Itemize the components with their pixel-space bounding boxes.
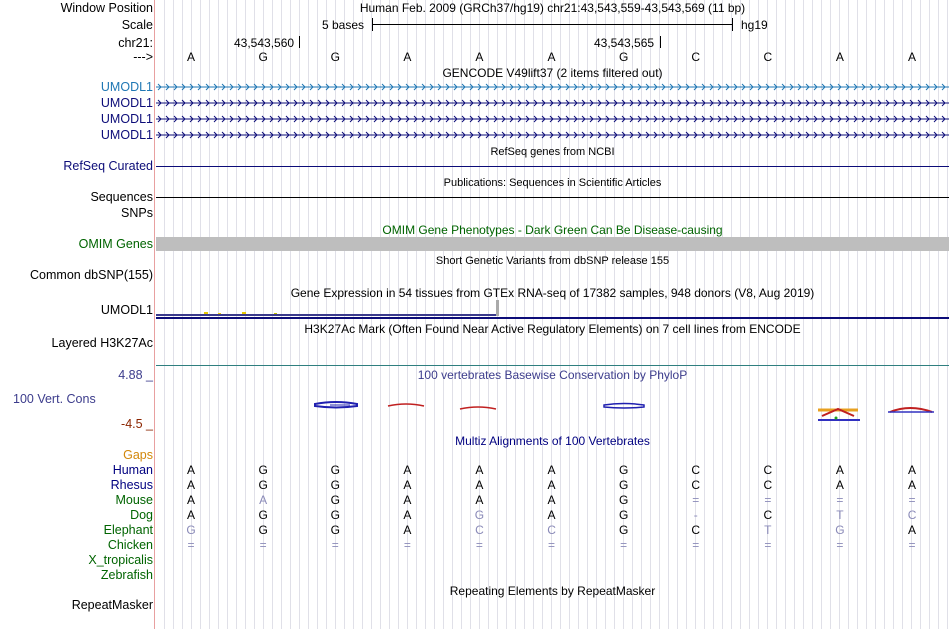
alignment-base: G	[835, 523, 845, 537]
gaps-label[interactable]: Gaps	[123, 448, 153, 462]
alignment-base: G	[618, 523, 629, 537]
alignment-base: =	[259, 538, 267, 552]
gencode-gene-label[interactable]: UMODL1	[100, 112, 153, 126]
alignment-base: A	[187, 508, 196, 522]
phylop-mark-a	[818, 409, 860, 420]
alignment-base: A	[908, 478, 917, 492]
repeatmasker-title: Repeating Elements by RepeatMasker	[449, 584, 656, 598]
phylop-label[interactable]: 100 Vert. Cons	[13, 392, 96, 406]
alignment-base: A	[908, 463, 917, 477]
base-letter: C	[691, 50, 701, 64]
repeatmasker-label[interactable]: RepeatMasker	[71, 598, 153, 612]
gencode-gene-label[interactable]: UMODL1	[100, 128, 153, 142]
alignment-base: C	[691, 463, 701, 477]
alignment-base: A	[403, 493, 412, 507]
phylop-title: 100 vertebrates Basewise Conservation by PhyloP	[417, 368, 688, 382]
alignment-base: A	[187, 478, 196, 492]
base-letter: G	[618, 50, 629, 64]
alignment-base: A	[403, 478, 412, 492]
position-label-left: 43,543,560	[234, 36, 295, 50]
phylop-mark-a	[888, 408, 934, 412]
phylop-mark-g	[315, 402, 357, 408]
snps-label[interactable]: SNPs	[121, 206, 153, 220]
alignment-base: G	[258, 523, 268, 537]
alignment-base: C	[547, 523, 556, 537]
alignment-base: =	[475, 538, 483, 552]
alignment-base: A	[475, 478, 484, 492]
alignment-base: =	[836, 538, 844, 552]
window-position-label: Window Position	[60, 1, 153, 15]
base-letter: A	[547, 50, 556, 64]
chrom-label: chr21:	[118, 36, 153, 50]
species-label[interactable]: Human	[112, 463, 153, 477]
publications-title: Publications: Sequences in Scientific Articles	[443, 177, 662, 189]
alignment-base: T	[764, 523, 772, 537]
alignment-base: A	[547, 478, 556, 492]
species-label[interactable]: Zebrafish	[100, 568, 153, 582]
alignment-base: G	[618, 493, 629, 507]
gencode-title: GENCODE V49lift37 (2 items filtered out)	[442, 66, 663, 80]
dbsnp-title: Short Genetic Variants from dbSNP release 155	[435, 255, 670, 267]
base-letter: A	[403, 50, 412, 64]
phylop-mark-a	[460, 407, 496, 409]
alignment-base: G	[618, 478, 629, 492]
alignment-base: A	[403, 508, 412, 522]
gtex-label[interactable]: UMODL1	[100, 303, 153, 317]
species-label[interactable]: Dog	[130, 508, 153, 522]
alignment-base: =	[331, 538, 339, 552]
alignment-base: =	[692, 493, 700, 507]
alignment-base: =	[403, 538, 411, 552]
alignment-base: A	[403, 523, 412, 537]
species-label[interactable]: Mouse	[115, 493, 153, 507]
alignment-base: T	[836, 508, 844, 522]
species-label[interactable]: Rhesus	[110, 478, 153, 492]
alignment-base: G	[330, 493, 340, 507]
alignment-base: A	[259, 493, 268, 507]
publications-label[interactable]: Sequences	[90, 190, 153, 204]
alignment-base: -	[693, 508, 698, 522]
alignment-base: =	[836, 493, 844, 507]
h3k27ac-label[interactable]: Layered H3K27Ac	[51, 336, 153, 350]
alignment-base: G	[330, 478, 340, 492]
alignment-base: G	[186, 523, 196, 537]
window-position-text: Human Feb. 2009 (GRCh37/hg19) chr21:43,543,559-43,543,569 (11 bp)	[359, 1, 746, 15]
phylop-mark-g	[604, 404, 644, 409]
alignment-base: =	[692, 538, 700, 552]
scale-text: 5 bases	[322, 18, 365, 32]
alignment-base: =	[548, 538, 556, 552]
assembly-label: hg19	[741, 18, 768, 32]
omim-title: OMIM Gene Phenotypes - Dark Green Can Be Disease-causing	[382, 223, 723, 237]
alignment-base: =	[764, 538, 772, 552]
alignment-base: G	[258, 463, 268, 477]
phylop-mark-a	[388, 404, 424, 406]
dbsnp-label[interactable]: Common dbSNP(155)	[30, 268, 153, 282]
gtex-title: Gene Expression in 54 tissues from GTEx RNA-seq of 17382 samples, 948 donors (V8, Aug 2019)	[290, 286, 815, 300]
alignment-base: C	[763, 463, 773, 477]
alignment-base: =	[908, 493, 916, 507]
alignment-base: G	[330, 508, 340, 522]
alignment-base: A	[547, 493, 556, 507]
alignment-base: G	[258, 508, 268, 522]
alignment-base: A	[187, 493, 196, 507]
alignment-base: C	[907, 508, 917, 522]
alignment-base: A	[547, 463, 556, 477]
base-letter: G	[258, 50, 268, 64]
alignment-base: C	[691, 523, 701, 537]
omim-label[interactable]: OMIM Genes	[78, 237, 153, 251]
base-letter: C	[763, 50, 773, 64]
alignment-base: C	[475, 523, 484, 537]
base-letter: A	[187, 50, 196, 64]
base-letter: A	[835, 50, 844, 64]
alignment-base: A	[835, 463, 844, 477]
alignment-base: =	[764, 493, 772, 507]
alignment-base: G	[618, 463, 629, 477]
species-label[interactable]: Chicken	[107, 538, 153, 552]
species-label[interactable]: X_tropicalis	[88, 553, 153, 567]
phylop-min-label: -4.5 _	[121, 417, 153, 431]
scale-label: Scale	[121, 18, 153, 32]
alignment-base: =	[187, 538, 195, 552]
alignment-base: C	[691, 478, 701, 492]
alignment-base: G	[618, 508, 629, 522]
alignment-base: G	[474, 508, 485, 522]
refseq-title: RefSeq genes from NCBI	[490, 146, 615, 158]
alignment-base: A	[187, 463, 196, 477]
gencode-gene-label[interactable]: UMODL1	[100, 80, 153, 94]
multiz-title: Multiz Alignments of 100 Vertebrates	[455, 434, 650, 448]
base-letter: A	[475, 50, 484, 64]
alignment-base: A	[475, 493, 484, 507]
base-letter: G	[330, 50, 340, 64]
alignment-base: A	[835, 478, 844, 492]
alignment-base: A	[547, 508, 556, 522]
species-label[interactable]: Elephant	[103, 523, 153, 537]
alignment-base: G	[330, 463, 340, 477]
alignment-base: =	[620, 538, 628, 552]
alignment-base: =	[908, 538, 916, 552]
alignment-base: G	[258, 478, 268, 492]
refseq-label[interactable]: RefSeq Curated	[63, 159, 153, 173]
alignment-base: A	[403, 463, 412, 477]
alignment-base: A	[475, 463, 484, 477]
gencode-gene-label[interactable]: UMODL1	[100, 96, 153, 110]
strand-label: --->	[133, 50, 153, 64]
alignment-base: G	[330, 523, 340, 537]
base-letter: A	[908, 50, 917, 64]
position-label-right: 43,543,565	[594, 36, 655, 50]
alignment-base: C	[763, 478, 773, 492]
h3k27ac-title: H3K27Ac Mark (Often Found Near Active Regulatory Elements) on 7 cell lines from ENCODE	[304, 322, 801, 336]
alignment-base: C	[763, 508, 773, 522]
alignment-base: A	[908, 523, 917, 537]
phylop-max-label: 4.88 _	[118, 368, 153, 382]
